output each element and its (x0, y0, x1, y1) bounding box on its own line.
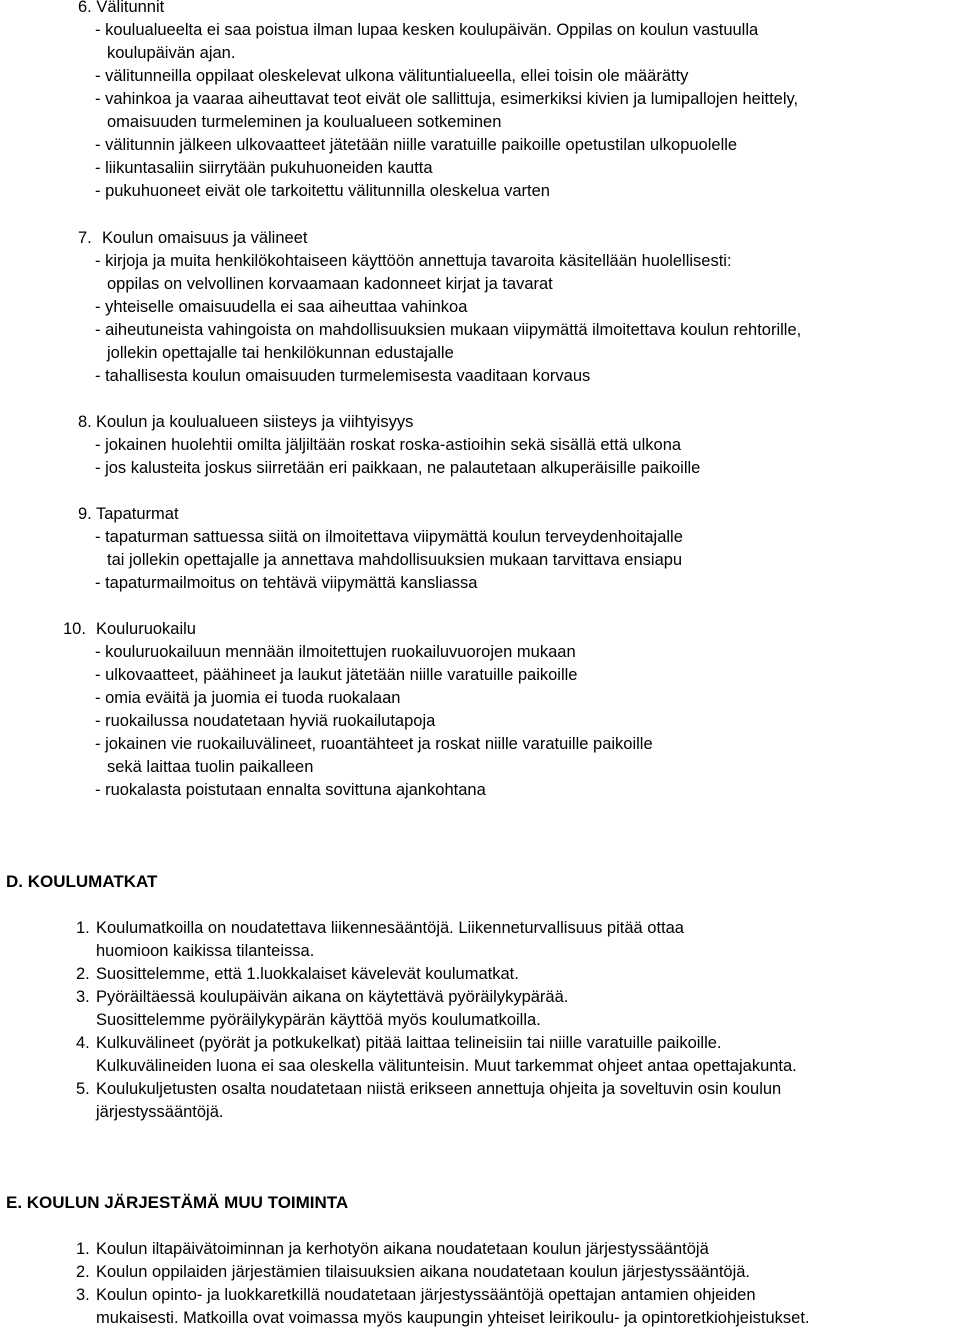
section-8-line: - jokainen huolehtii omilta jäljiltään roskat roska-astioihin sekä sisällä että ulkona (95, 436, 682, 454)
muu-toiminta-item-text: Koulun opinto- ja luokkaretkillä noudatetaan järjestyssääntöjä opettajan antamien ohjeiden (96, 1286, 756, 1304)
section-10-line: - kouluruokailuun mennään ilmoitettujen ruokailuvuorojen mukaan (95, 643, 576, 661)
section-6-line: - välitunnin jälkeen ulkovaatteet jätetään niille varatuille paikoille opetustilan ulkopuolelle (95, 136, 738, 154)
section-7-line: - yhteiselle omaisuudella ei saa aiheuttaa vahinkoa (95, 298, 468, 316)
section-10-line: sekä laittaa tuolin paikalleen (107, 758, 314, 776)
section-9-line: tai jollekin opettajalle ja annettava mahdollisuuksien mukaan tarvittava ensiapu (107, 551, 683, 569)
koulumatkat-item-number: 4. (76, 1034, 90, 1052)
koulumatkat-item-number: 3. (76, 988, 90, 1006)
koulumatkat-item-text: järjestyssääntöjä. (96, 1103, 224, 1121)
muu-toiminta-item-text: Koulun oppilaiden järjestämien tilaisuuksien aikana noudatetaan koulun järjestyssääntöjä. (96, 1263, 751, 1281)
section-6-line: - välitunneilla oppilaat oleskelevat ulkona välituntialueella, ellei toisin ole määrätty (95, 67, 689, 85)
section-6-line: - vahinkoa ja vaaraa aiheuttavat teot eivät ole sallittuja, esimerkiksi kivien ja lumipallojen heittely, (95, 90, 799, 108)
section-7-line: - kirjoja ja muita henkilökohtaiseen käyttöön annettuja tavaroita käsitellään huolellisesti: (95, 252, 732, 270)
section-8-line: - jos kalusteita joskus siirretään eri paikkaan, ne palautetaan alkuperäisille paikoille (95, 459, 701, 477)
section-10-line: - ruokalasta poistutaan ennalta sovittuna ajankohtana (95, 781, 486, 799)
section-8-title: Koulun ja koulualueen siisteys ja viihtyisyys (96, 413, 414, 431)
section-10-line: - ruokailussa noudatetaan hyviä ruokailutapoja (95, 712, 436, 730)
koulumatkat-item-number: 1. (76, 919, 90, 937)
koulumatkat-item-number: 5. (76, 1080, 90, 1098)
section-6-line: koulupäivän ajan. (107, 44, 236, 62)
section-6-line: - pukuhuoneet eivät ole tarkoitettu välitunnilla oleskelua varten (95, 182, 550, 200)
muu-toiminta-item-text: Koulun iltapäivätoiminnan ja kerhotyön aikana noudatetaan koulun järjestyssääntöjä (96, 1240, 709, 1258)
koulumatkat-item-text: Kulkuvälineet (pyörät ja potkukelkat) pitää laittaa telineisiin tai niille varatuille paikoille. (96, 1034, 722, 1052)
section-7-line: jollekin opettajalle tai henkilökunnan edustajalle (107, 344, 454, 362)
koulumatkat-item-text: huomioon kaikissa tilanteissa. (96, 942, 315, 960)
koulumatkat-item-text: Pyöräiltäessä koulupäivän aikana on käytettävä pyöräilykypärää. (96, 988, 569, 1006)
section-7-title: Koulun omaisuus ja välineet (102, 229, 308, 247)
section-7-number: 7. (78, 229, 92, 247)
section-7-line: - aiheutuneista vahingoista on mahdollisuuksien mukaan viipymättä ilmoitettava koulun rehtorille, (95, 321, 802, 339)
section-9-number: 9. (78, 505, 92, 523)
koulumatkat-item-number: 2. (76, 965, 90, 983)
section-10-number: 10. (63, 620, 86, 638)
section-7-line: - tahallisesta koulun omaisuuden turmelemisesta vaaditaan korvaus (95, 367, 591, 385)
koulumatkat-item-text: Suosittelemme pyöräilykypärän käyttöä myös koulumatkoilla. (96, 1011, 541, 1029)
section-7-line: oppilas on velvollinen korvaamaan kadonneet kirjat ja tavarat (107, 275, 553, 293)
section-10-line: - omia eväitä ja juomia ei tuoda ruokalaan (95, 689, 401, 707)
section-10-line: - ulkovaatteet, päähineet ja laukut jätetään niille varatuille paikoille (95, 666, 578, 684)
koulumatkat-item-text: Kulkuvälineiden luona ei saa oleskella välitunteisin. Muut tarkemmat ohjeet antaa opettajakunta. (96, 1057, 797, 1075)
section-9-title: Tapaturmat (96, 505, 179, 523)
section-e-heading: E. KOULUN JÄRJESTÄMÄ MUU TOIMINTA (6, 1193, 349, 1212)
section-6-line: - liikuntasaliin siirrytään pukuhuoneiden kautta (95, 159, 433, 177)
muu-toiminta-item-text: mukaisesti. Matkoilla ovat voimassa myös kaupungin yhteiset leirikoulu- ja opintoretkiohjeistukset. (96, 1309, 810, 1327)
muu-toiminta-item-number: 3. (76, 1286, 90, 1304)
muu-toiminta-item-number: 1. (76, 1240, 90, 1258)
section-8-number: 8. (78, 413, 92, 431)
muu-toiminta-item-number: 2. (76, 1263, 90, 1281)
koulumatkat-item-text: Koulumatkoilla on noudatettava liikennesääntöjä. Liikenneturvallisuus pitää ottaa (96, 919, 684, 937)
section-6-line: - koulualueelta ei saa poistua ilman lupaa kesken koulupäivän. Oppilas on koulun vastuulla (95, 21, 759, 39)
koulumatkat-item-text: Koulukuljetusten osalta noudatetaan niistä erikseen annettuja ohjeita ja soveltuvin osin koulun (96, 1080, 782, 1098)
section-6-line: omaisuuden turmeleminen ja koulualueen sotkeminen (107, 113, 502, 131)
section-10-line: - jokainen vie ruokailuvälineet, ruoantähteet ja roskat niille varatuille paikoille (95, 735, 653, 753)
section-9-line: - tapaturmailmoitus on tehtävä viipymättä kansliassa (95, 574, 478, 592)
koulumatkat-item-text: Suosittelemme, että 1.luokkalaiset kävelevät koulumatkat. (96, 965, 519, 983)
section-9-line: - tapaturman sattuessa siitä on ilmoitettava viipymättä koulun terveydenhoitajalle (95, 528, 683, 546)
section-d-heading: D. KOULUMATKAT (6, 872, 158, 891)
section-10-title: Kouluruokailu (96, 620, 196, 638)
section-6-title: 6. Välitunnit (78, 0, 165, 16)
